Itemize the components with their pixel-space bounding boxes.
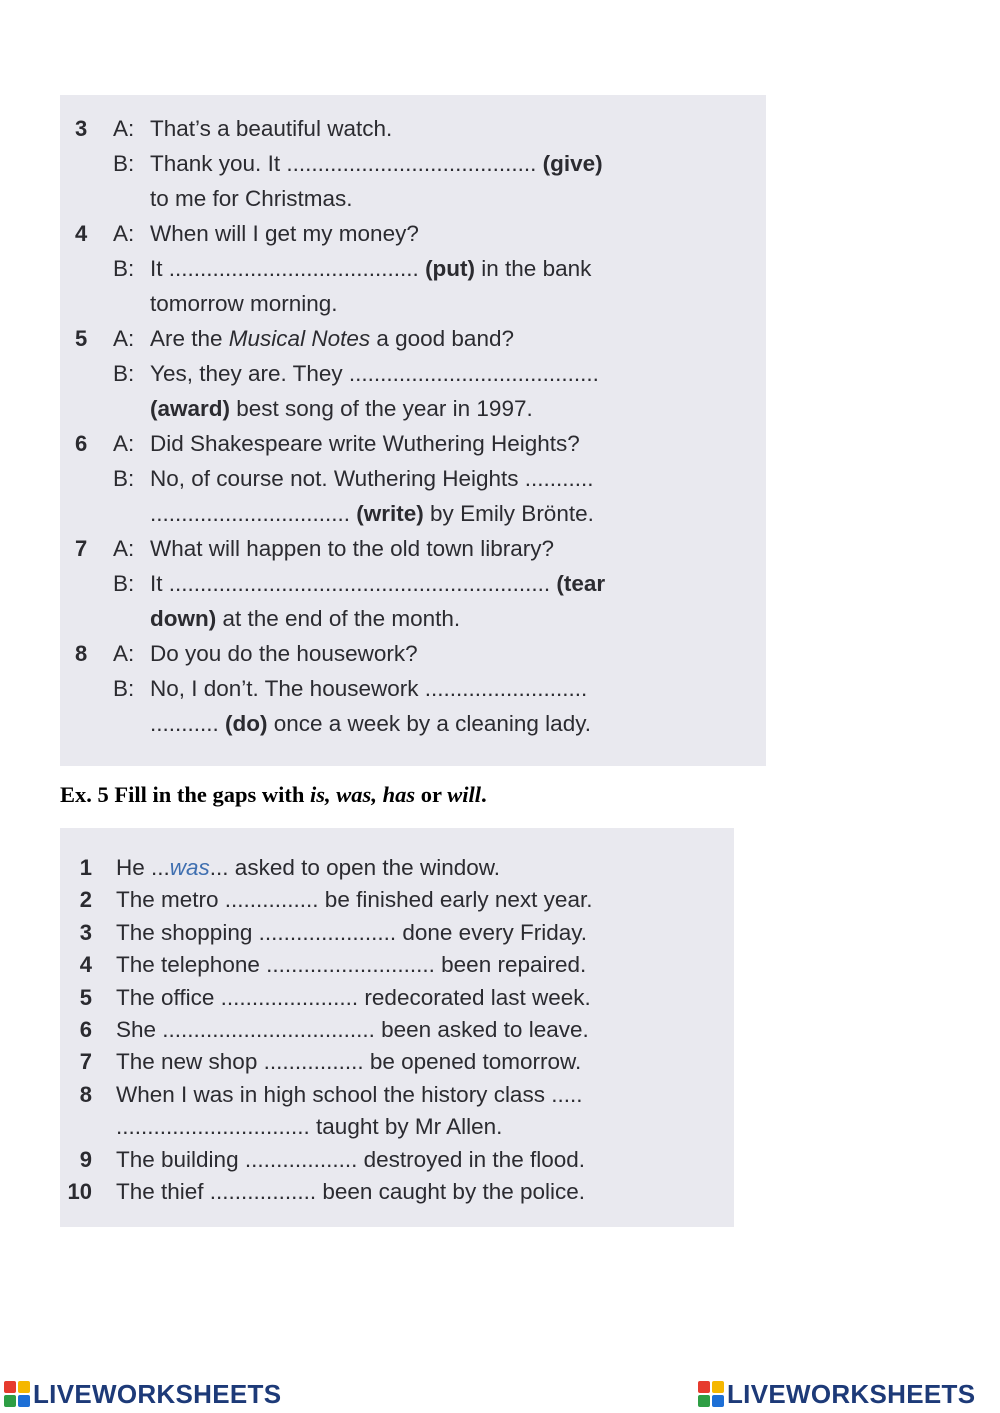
speaker-label: B: xyxy=(113,361,135,386)
exercise-sentence: She .................................. been asked to leave. xyxy=(116,1017,589,1042)
dialogue-line: When will I get my money? xyxy=(150,221,419,246)
dialogue-line: What will happen to the old town library? xyxy=(150,536,554,561)
exercise-sentence: When I was in high school the history class ..... xyxy=(116,1081,583,1107)
exercise-sentence: The shopping ...................... done every Friday. xyxy=(116,919,588,945)
exercise-sentence: The telephone ........................... been repaired. xyxy=(116,952,587,978)
speaker-label: A: xyxy=(113,116,135,141)
speaker-label: A: xyxy=(113,431,135,456)
item-number: 3 xyxy=(79,919,92,945)
speaker-label: A: xyxy=(113,221,135,246)
dialogue-line: It ............................................................. (tear xyxy=(150,571,606,596)
exercise4-panel xyxy=(60,95,766,766)
dialogue-line: ........... (do) once a week by a cleaning lady. xyxy=(150,711,592,736)
dialogue-line: It ........................................ (put) in the bank xyxy=(150,256,592,281)
item-number: 5 xyxy=(75,326,88,351)
item-number: 8 xyxy=(79,1081,92,1107)
item-number: 4 xyxy=(79,952,92,978)
exercise-sentence: ............................... taught by Mr Allen. xyxy=(116,1114,503,1140)
logo-text: LIVEWORKSHEETS xyxy=(33,1378,282,1409)
exercise-sentence: The new shop ................ be opened tomorrow. xyxy=(116,1049,582,1075)
example-answer: was xyxy=(169,855,210,880)
dialogue-line: That’s a beautiful watch. xyxy=(150,116,393,141)
item-number: 4 xyxy=(75,221,88,246)
dialogue-line: tomorrow morning. xyxy=(150,291,338,316)
item-number: 7 xyxy=(75,536,88,561)
speaker-label: A: xyxy=(113,641,135,666)
dialogue-line: to me for Christmas. xyxy=(150,186,353,211)
logo-text: LIVEWORKSHEETS xyxy=(727,1378,976,1409)
dialogue-line: ................................ (write) by Emily Brönte. xyxy=(150,501,594,526)
item-number: 10 xyxy=(67,1179,92,1204)
speaker-label: B: xyxy=(113,466,135,491)
item-number: 1 xyxy=(79,855,92,880)
item-number: 6 xyxy=(75,431,88,456)
speaker-label: A: xyxy=(113,536,135,561)
exercise-sentence: The building .................. destroyed in the flood. xyxy=(116,1146,586,1172)
dialogue-line: Did Shakespeare write Wuthering Heights? xyxy=(150,431,580,456)
dialogue-line: down) at the end of the month. xyxy=(150,606,461,631)
item-number: 2 xyxy=(79,887,92,913)
liveworksheets-mark-icon xyxy=(4,1381,30,1407)
example-before: He ... xyxy=(116,855,170,880)
speaker-label: B: xyxy=(113,676,135,701)
speaker-label: B: xyxy=(113,151,135,176)
dialogue-line: Are the Musical Notes a good band? xyxy=(150,326,514,351)
dialogue-line: Yes, they are. They ........................................ xyxy=(150,361,599,386)
exercise-sentence: The office ...................... redecorated last week. xyxy=(116,984,591,1010)
liveworksheets-logo-right xyxy=(698,1378,975,1410)
dialogue-line: (award) best song of the year in 1997. xyxy=(150,396,533,421)
item-number: 3 xyxy=(75,116,88,141)
liveworksheets-mark-icon xyxy=(698,1381,724,1407)
item-number: 8 xyxy=(75,641,88,666)
item-number: 7 xyxy=(79,1049,92,1075)
item-number: 6 xyxy=(79,1017,92,1042)
example-after: ... asked to open the window. xyxy=(209,855,500,880)
example-sentence xyxy=(116,852,500,884)
dialogue-line: No, of course not. Wuthering Heights ........... xyxy=(150,466,594,491)
item-number: 5 xyxy=(79,984,92,1010)
speaker-label: B: xyxy=(113,571,135,596)
dialogue-line: Thank you. It ........................................ (give) xyxy=(150,151,603,176)
dialogue-line: No, I don’t. The housework .......................... xyxy=(150,676,588,701)
exercise-sentence: The metro ............... be finished early next year. xyxy=(116,887,593,913)
dialogue-line: Do you do the housework? xyxy=(150,641,418,666)
exercise5-heading: Ex. 5 Fill in the gaps with is, was, has or will. xyxy=(60,782,487,807)
exercise-sentence: The thief ................. been caught by the police. xyxy=(116,1179,586,1204)
item-number: 9 xyxy=(79,1146,92,1172)
speaker-label: A: xyxy=(113,326,135,351)
liveworksheets-logo-left xyxy=(4,1378,281,1410)
speaker-label: B: xyxy=(113,256,135,281)
exercise5-panel xyxy=(60,828,734,1227)
